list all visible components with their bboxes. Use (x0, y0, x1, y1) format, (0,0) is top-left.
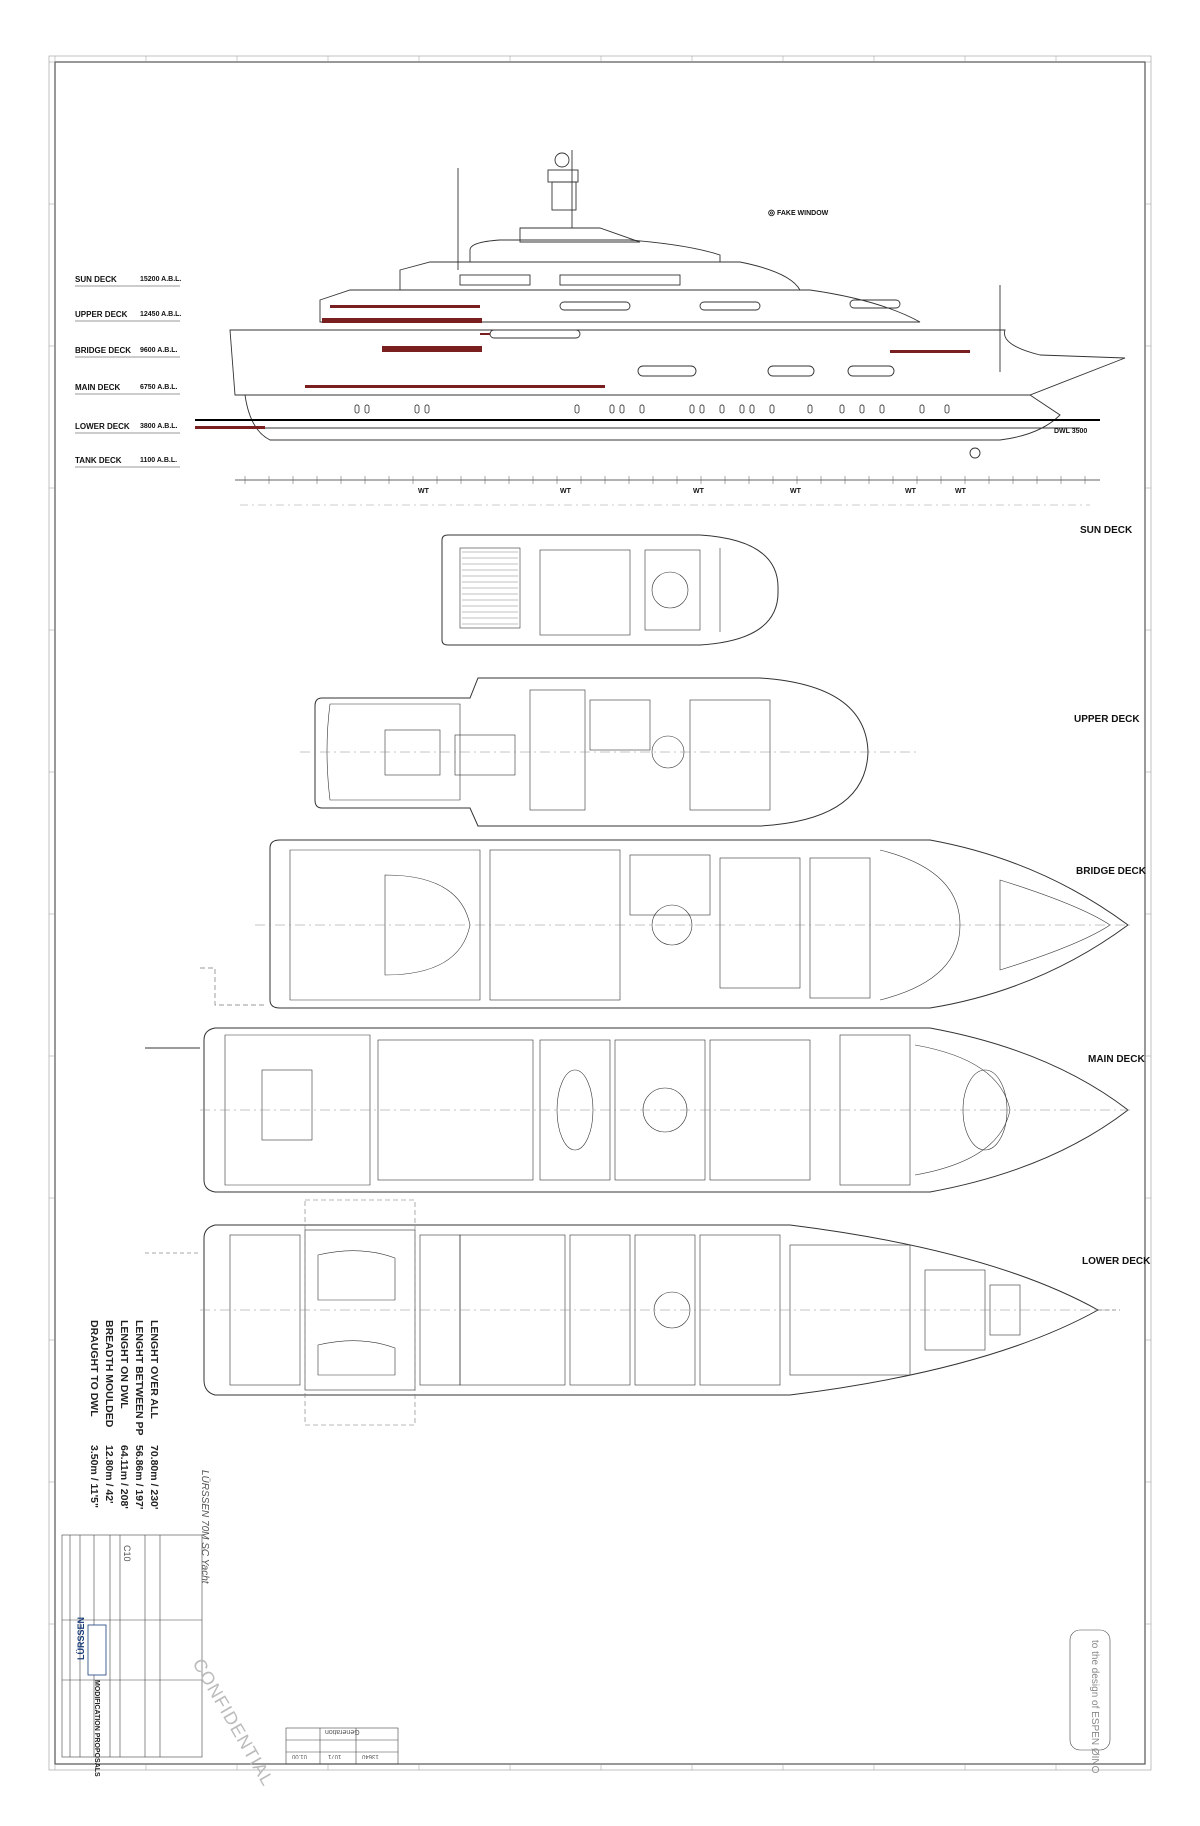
sheet-value: 13640 (362, 1753, 379, 1759)
revision-value: 1071 (328, 1753, 342, 1759)
porthole (920, 405, 924, 413)
deck-level-name: TANK DECK (75, 456, 122, 465)
porthole (808, 405, 812, 413)
porthole (575, 405, 579, 413)
spec-value: 70.80m / 230' (148, 1445, 160, 1510)
spec-value: 64.11m / 208' (118, 1445, 130, 1509)
project-title: LÜRSSEN 70M SC Yacht (199, 1470, 210, 1584)
porthole (355, 405, 359, 413)
porthole (690, 405, 694, 413)
spec-row (148, 1320, 160, 1509)
watertight-bulkhead-label: WT (418, 488, 429, 495)
porthole (610, 405, 614, 413)
spec-row (118, 1320, 130, 1509)
profile-accent-stripes (195, 305, 970, 429)
scale-value: 01.00 (292, 1753, 308, 1759)
spec-label: LENGHT OVER ALL (148, 1320, 160, 1419)
dwl-label: DWL 3500 (1054, 428, 1088, 435)
spec-value: 56.86m / 197' (133, 1445, 145, 1510)
deck-level-height: 6750 A.B.L. (140, 384, 178, 391)
deck-level-height: 3800 A.B.L. (140, 423, 178, 430)
deck-level-height: 9600 A.B.L. (140, 347, 178, 354)
plan-label-upper-deck: UPPER DECK (1074, 714, 1140, 725)
porthole-row (355, 405, 949, 413)
plan-label-main-deck: MAIN DECK (1088, 1054, 1145, 1065)
frame-grid-ticks (49, 56, 1151, 1770)
drawing-frame (55, 62, 1145, 1764)
deck-level-height: 12450 A.B.L. (140, 311, 182, 318)
deck-level-height: 1100 A.B.L. (140, 457, 178, 464)
porthole (750, 405, 754, 413)
builder-name: LÜRSSEN (76, 1616, 86, 1660)
porthole (425, 405, 429, 413)
spec-value: 12.80m / 42' (103, 1445, 115, 1504)
deck-level-name: SUN DECK (75, 275, 117, 284)
deck-level-name: LOWER DECK (75, 422, 130, 431)
drawing-number: C10 (122, 1545, 132, 1562)
bridge-deck-plan (255, 840, 1130, 1008)
upper-deck-plan (300, 678, 920, 826)
confidential-stamp: CONFIDENTIAL (188, 1655, 279, 1790)
builder-logo-box (88, 1625, 106, 1675)
porthole (770, 405, 774, 413)
plan-label-sun-deck: SUN DECK (1080, 525, 1133, 536)
porthole (860, 405, 864, 413)
title-block (62, 1535, 1110, 1764)
porthole (880, 405, 884, 413)
fake-window-label: ◎ FAKE WINDOW (768, 208, 829, 217)
generation-label: Generation (325, 1728, 360, 1735)
watertight-bulkhead-label: WT (693, 488, 704, 495)
design-credit: to the design of ESPEN ØINO (1089, 1640, 1100, 1774)
sundeck-grating (462, 552, 518, 624)
spec-label: LENGHT ON DWL (118, 1320, 130, 1409)
watertight-bulkhead-label: WT (955, 488, 966, 495)
spec-row (88, 1320, 100, 1508)
porthole (415, 405, 419, 413)
spec-row (133, 1320, 145, 1509)
spec-label: DRAUGHT TO DWL (88, 1320, 100, 1417)
tender-garage-outline (305, 1200, 415, 1425)
porthole (945, 405, 949, 413)
deck-level-name: BRIDGE DECK (75, 346, 132, 355)
porthole (740, 405, 744, 413)
deck-level-height: 15200 A.B.L. (140, 276, 182, 283)
fake-window-icon: ◎ (768, 208, 775, 217)
sun-deck-plan (442, 535, 778, 645)
spec-label: BREADTH MOULDED (103, 1320, 115, 1428)
watertight-bulkhead-label: WT (560, 488, 571, 495)
lower-deck-plan (200, 1225, 1120, 1395)
principal-dimensions (82, 1320, 172, 1520)
spec-label: LENGHT BETWEEN PP (133, 1320, 145, 1436)
spec-row (103, 1320, 115, 1504)
profile-view (195, 150, 1125, 458)
watertight-bulkhead-label: WT (790, 488, 801, 495)
porthole (640, 405, 644, 413)
porthole (840, 405, 844, 413)
plan-label-bridge-deck: BRIDGE DECK (1076, 866, 1147, 877)
deck-level-name: UPPER DECK (75, 310, 128, 319)
porthole (700, 405, 704, 413)
plan-label-lower-deck: LOWER DECK (1082, 1256, 1151, 1267)
spec-value: 3.50m / 11'5" (88, 1445, 100, 1508)
drawing-subtitle: MODIFICATION PROPOSALS (93, 1680, 100, 1777)
porthole (620, 405, 624, 413)
porthole (365, 405, 369, 413)
drawing-outer-frame (49, 56, 1151, 1770)
deck-level-name: MAIN DECK (75, 383, 121, 392)
main-deck-plan (200, 1028, 1130, 1192)
porthole (720, 405, 724, 413)
tender-outline (200, 968, 265, 1005)
watertight-bulkhead-label: WT (905, 488, 916, 495)
